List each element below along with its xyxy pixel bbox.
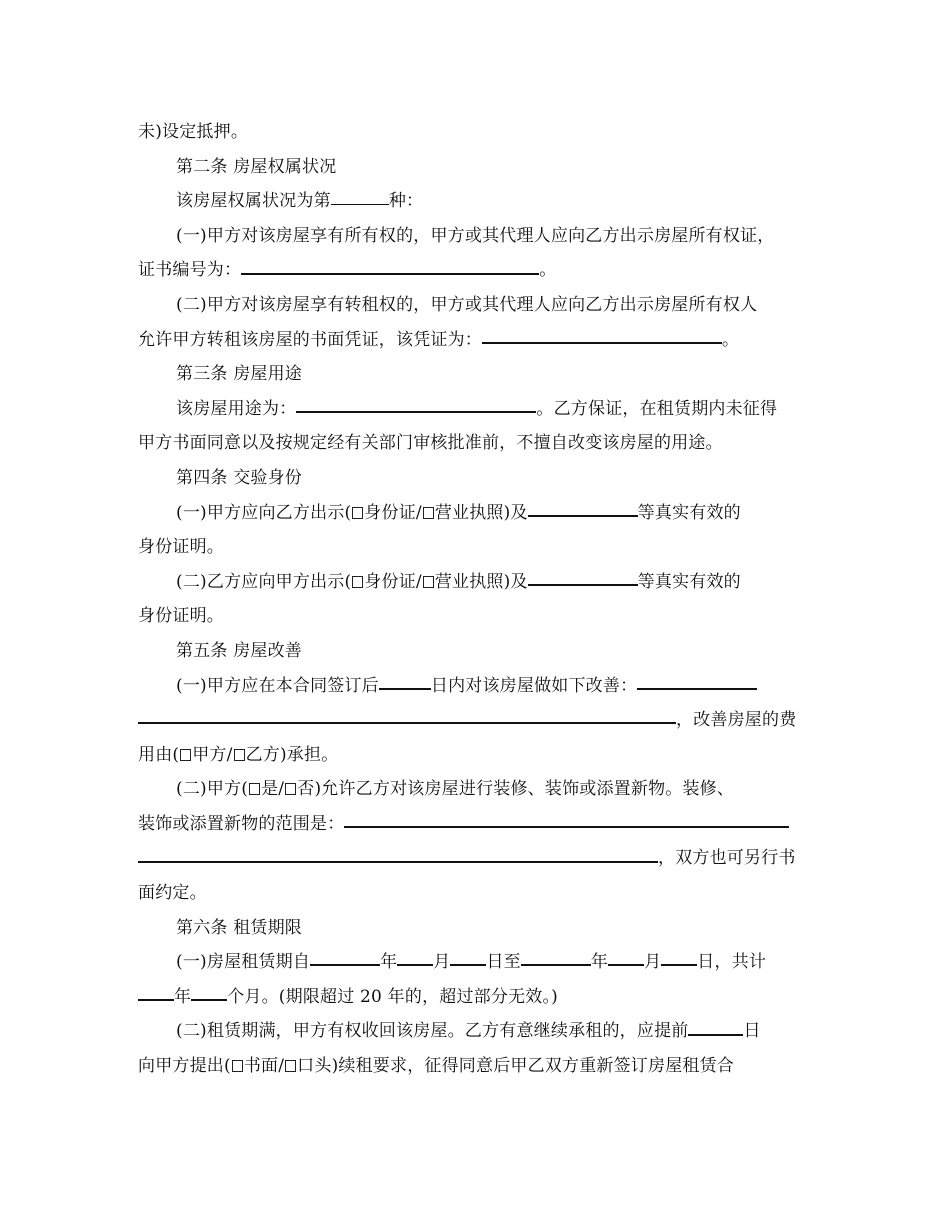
- line-text: 身份证明。: [138, 606, 224, 627]
- checkbox-icon[interactable]: [352, 507, 363, 519]
- line-text: 甲方书面同意以及按规定经有关部门审核批准前，不擅自改变该房屋的用途。: [138, 433, 723, 454]
- fill-blank[interactable]: [331, 204, 389, 205]
- line-text: 未)设定抵押。: [138, 122, 249, 142]
- text-line: [138, 392, 814, 427]
- text-line: [138, 703, 814, 738]
- text-line: [138, 807, 814, 842]
- fill-blank[interactable]: [296, 411, 536, 413]
- heading-text: 第三条 房屋用途: [176, 364, 303, 385]
- line-text: (一)甲方应在本合同签订后: [176, 675, 379, 696]
- text-line: [138, 565, 814, 600]
- line-text: (一)房屋租赁期自: [176, 952, 311, 973]
- line-text: 等真实有效的: [637, 502, 741, 523]
- line-text: 月: [644, 952, 662, 973]
- line-text: ，双方也可另行书: [658, 848, 796, 869]
- fill-blank[interactable]: [344, 826, 789, 828]
- line-text: 用由(: [138, 744, 180, 765]
- article-heading: [138, 634, 814, 669]
- line-text: 营业执照)及: [434, 571, 528, 592]
- line-text: (二)乙方应向甲方出示(: [176, 571, 352, 592]
- checkbox-icon[interactable]: [352, 576, 363, 588]
- line-text: 年: [380, 952, 398, 973]
- line-text: 装饰或添置新物的范围是：: [138, 813, 345, 834]
- line-text: 身份证明。: [138, 537, 224, 558]
- article-heading: [138, 357, 814, 392]
- text-line: [138, 669, 814, 704]
- heading-text: 第六条 租赁期限: [176, 917, 303, 938]
- line-text: 书面/: [243, 1056, 285, 1077]
- fill-blank[interactable]: [191, 999, 227, 1001]
- text-line: [138, 738, 814, 773]
- checkbox-icon[interactable]: [180, 749, 191, 761]
- line-text: (二)甲方对该房屋享有转租权的，甲方或其代理人应向乙方出示房屋所有权人: [176, 294, 758, 315]
- heading-text: 第五条 房屋改善: [176, 640, 303, 661]
- checkbox-icon[interactable]: [285, 1060, 296, 1072]
- fill-blank[interactable]: [138, 861, 658, 863]
- line-text: 月: [433, 952, 451, 973]
- fill-blank[interactable]: [608, 964, 644, 966]
- checkbox-icon[interactable]: [249, 783, 260, 795]
- line-text: 日至: [486, 952, 521, 973]
- line-text: 向甲方提出(: [138, 1056, 231, 1077]
- document-body: [138, 115, 814, 1084]
- line-text: ，改善房屋的费: [676, 710, 797, 731]
- text-line: [138, 1049, 814, 1084]
- text-line: [138, 599, 814, 634]
- line-text: 年: [590, 952, 609, 973]
- fill-blank[interactable]: [637, 688, 757, 690]
- text-line: [138, 980, 814, 1015]
- fill-blank[interactable]: [528, 584, 638, 586]
- line-text: 口头)续租要求，征得同意后甲乙双方重新签订房屋租赁合: [297, 1056, 735, 1077]
- line-text: 否)允许乙方对该房屋进行装修、装饰或添置新物。装修、: [297, 779, 735, 800]
- text-line: [138, 530, 814, 565]
- text-line: [138, 253, 814, 288]
- text-line: [138, 184, 814, 219]
- text-line: [138, 772, 814, 807]
- text-line: [138, 841, 814, 876]
- fill-blank[interactable]: [379, 688, 431, 690]
- checkbox-icon[interactable]: [234, 749, 245, 761]
- checkbox-icon[interactable]: [232, 1060, 243, 1072]
- line-text: 日，共计: [697, 952, 767, 973]
- line-text: (二)租赁期满，甲方有权收回该房屋。乙方有意继续承租的，应提前: [176, 1021, 689, 1042]
- fill-blank[interactable]: [528, 515, 638, 517]
- line-text: 允许甲方转租该房屋的书面凭证，该凭证为：: [138, 329, 482, 350]
- line-text: 证书编号为：: [138, 260, 242, 281]
- checkbox-icon[interactable]: [285, 783, 296, 795]
- fill-blank[interactable]: [310, 964, 380, 966]
- line-text: 。乙方保证，在租赁期内未征得: [536, 398, 778, 419]
- line-text: (二)甲方(: [176, 779, 249, 800]
- fill-blank[interactable]: [688, 1034, 743, 1036]
- line-text: (一)甲方对该房屋享有所有权的，甲方或其代理人应向乙方出示房屋所有权证，: [176, 225, 775, 246]
- line-text: 营业执照)及: [434, 502, 528, 523]
- line-text: 该房屋用途为：: [176, 398, 297, 419]
- line-text: 身份证/: [364, 502, 422, 523]
- text-line: [138, 323, 814, 358]
- line-text: 是/: [261, 779, 285, 800]
- line-text: 个月。(期限超过 20 年的，超过部分无效。): [227, 986, 559, 1007]
- text-line: [138, 288, 814, 323]
- line-text: 。: [722, 329, 740, 350]
- line-text: 甲方/: [192, 744, 233, 765]
- text-line: [138, 219, 814, 254]
- article-heading: [138, 911, 814, 946]
- line-text: 身份证/: [364, 571, 422, 592]
- line-text: 等真实有效的: [637, 571, 741, 592]
- article-heading: [138, 150, 814, 185]
- fill-blank[interactable]: [138, 999, 174, 1001]
- line-text: 面约定。: [138, 883, 207, 904]
- fill-blank[interactable]: [661, 964, 697, 966]
- heading-text: 第四条 交验身份: [176, 467, 303, 488]
- fill-blank[interactable]: [138, 722, 676, 724]
- fill-blank[interactable]: [521, 964, 591, 966]
- line-text: 年: [174, 986, 192, 1007]
- line-text: 日内对该房屋做如下改善：: [430, 675, 638, 696]
- checkbox-icon[interactable]: [423, 576, 434, 588]
- fill-blank[interactable]: [397, 964, 433, 966]
- heading-text: 第二条 房屋权属状况: [176, 156, 337, 177]
- line-text: 。: [539, 260, 557, 281]
- line-text: 乙方)承担。: [245, 744, 339, 765]
- checkbox-icon[interactable]: [423, 507, 434, 519]
- article-heading: [138, 461, 814, 496]
- line-text: (一)甲方应向乙方出示(: [176, 502, 352, 523]
- line-text: 日: [743, 1021, 761, 1042]
- text-line: [138, 945, 814, 980]
- line-text: 种：: [388, 191, 424, 212]
- text-line: [138, 1014, 814, 1049]
- text-line: [138, 496, 814, 531]
- fill-blank[interactable]: [241, 273, 539, 275]
- text-line: [138, 426, 814, 461]
- text-line: [138, 115, 814, 150]
- fill-blank[interactable]: [482, 342, 722, 344]
- fill-blank[interactable]: [450, 964, 486, 966]
- line-text: 该房屋权属状况为第: [176, 191, 331, 212]
- text-line: [138, 876, 814, 911]
